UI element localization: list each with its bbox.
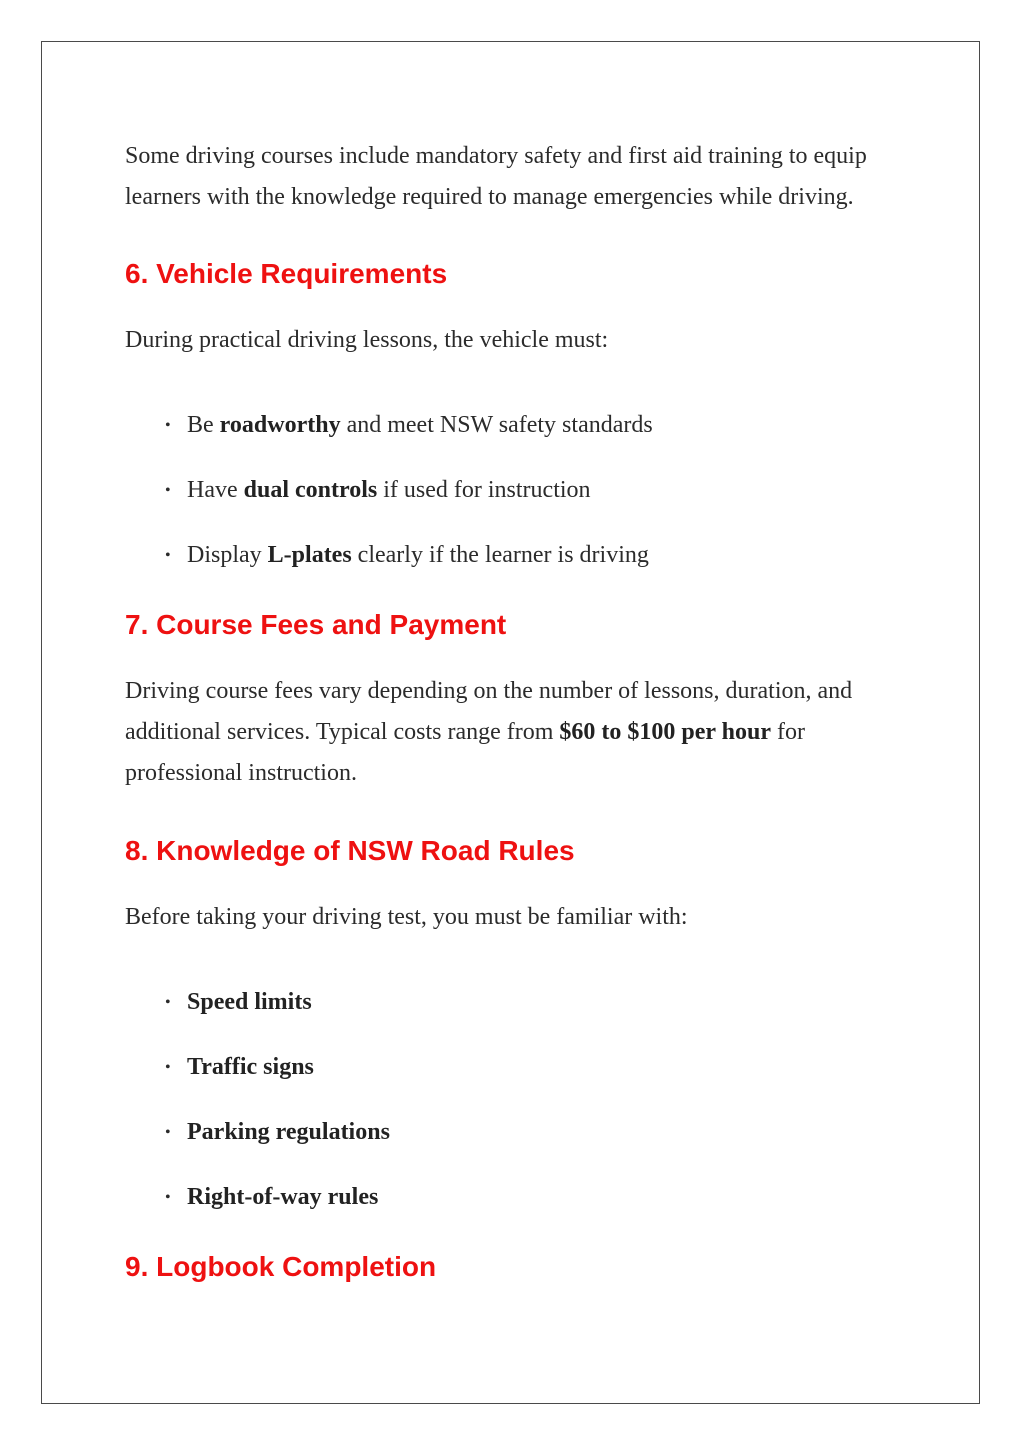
vehicle-requirements-list	[125, 405, 925, 576]
intro-paragraph: Some driving courses include mandatory safety and first aid training to equip learners with the knowledge required to manage emergencies while driving.	[125, 143, 867, 210]
list-item	[125, 1047, 925, 1088]
bullet-icon: •	[165, 482, 171, 499]
bullet-icon: •	[165, 1124, 171, 1141]
list-item-emphasis: dual controls	[243, 477, 378, 503]
section-6-lead: During practical driving lessons, the vehicle must:	[125, 327, 609, 353]
section-8-lead: Before taking your driving test, you must be familiar with:	[125, 904, 688, 930]
bullet-icon: •	[165, 994, 171, 1011]
bullet-icon: •	[165, 1059, 171, 1076]
list-item-emphasis: roadworthy	[219, 412, 341, 438]
list-item-text: if used for instruction	[377, 477, 591, 503]
road-rules-list	[125, 982, 925, 1218]
bullet-icon: •	[165, 547, 171, 564]
paragraph-text: Driving course fees vary depending on the number of lessons, duration, and additional services. Typical costs range from	[125, 678, 853, 745]
bullet-icon: •	[165, 1189, 171, 1206]
list-item-text: clearly if the learner is driving	[351, 542, 649, 568]
fee-range-emphasis: $60 to $100 per hour	[559, 719, 771, 745]
bullet-icon: •	[165, 417, 171, 434]
section-9-heading: 9. Logbook Completion	[125, 1251, 437, 1282]
list-item-emphasis: Right-of-way rules	[187, 1184, 379, 1210]
section-7-paragraph	[125, 671, 925, 794]
document-page	[41, 41, 980, 1404]
list-item-text: Display	[187, 542, 268, 568]
section-7-heading: 7. Course Fees and Payment	[125, 609, 507, 640]
list-item-emphasis: Traffic signs	[187, 1054, 314, 1080]
list-item	[125, 1177, 925, 1218]
list-item-emphasis: L-plates	[267, 542, 352, 568]
list-item-emphasis: Parking regulations	[187, 1119, 390, 1145]
list-item	[125, 535, 925, 576]
list-item	[125, 1112, 925, 1153]
list-item-text: and meet NSW safety standards	[340, 412, 653, 438]
list-item-text: Be	[187, 412, 220, 438]
list-item	[125, 470, 925, 511]
list-item	[125, 405, 925, 446]
list-item	[125, 982, 925, 1023]
list-item-text: Have	[187, 477, 244, 503]
document-content	[125, 136, 925, 1285]
section-6-heading: 6. Vehicle Requirements	[125, 258, 448, 289]
list-item-emphasis: Speed limits	[187, 989, 312, 1015]
section-8-heading: 8. Knowledge of NSW Road Rules	[125, 835, 575, 866]
paragraph-text: for professional instruction.	[125, 719, 805, 786]
